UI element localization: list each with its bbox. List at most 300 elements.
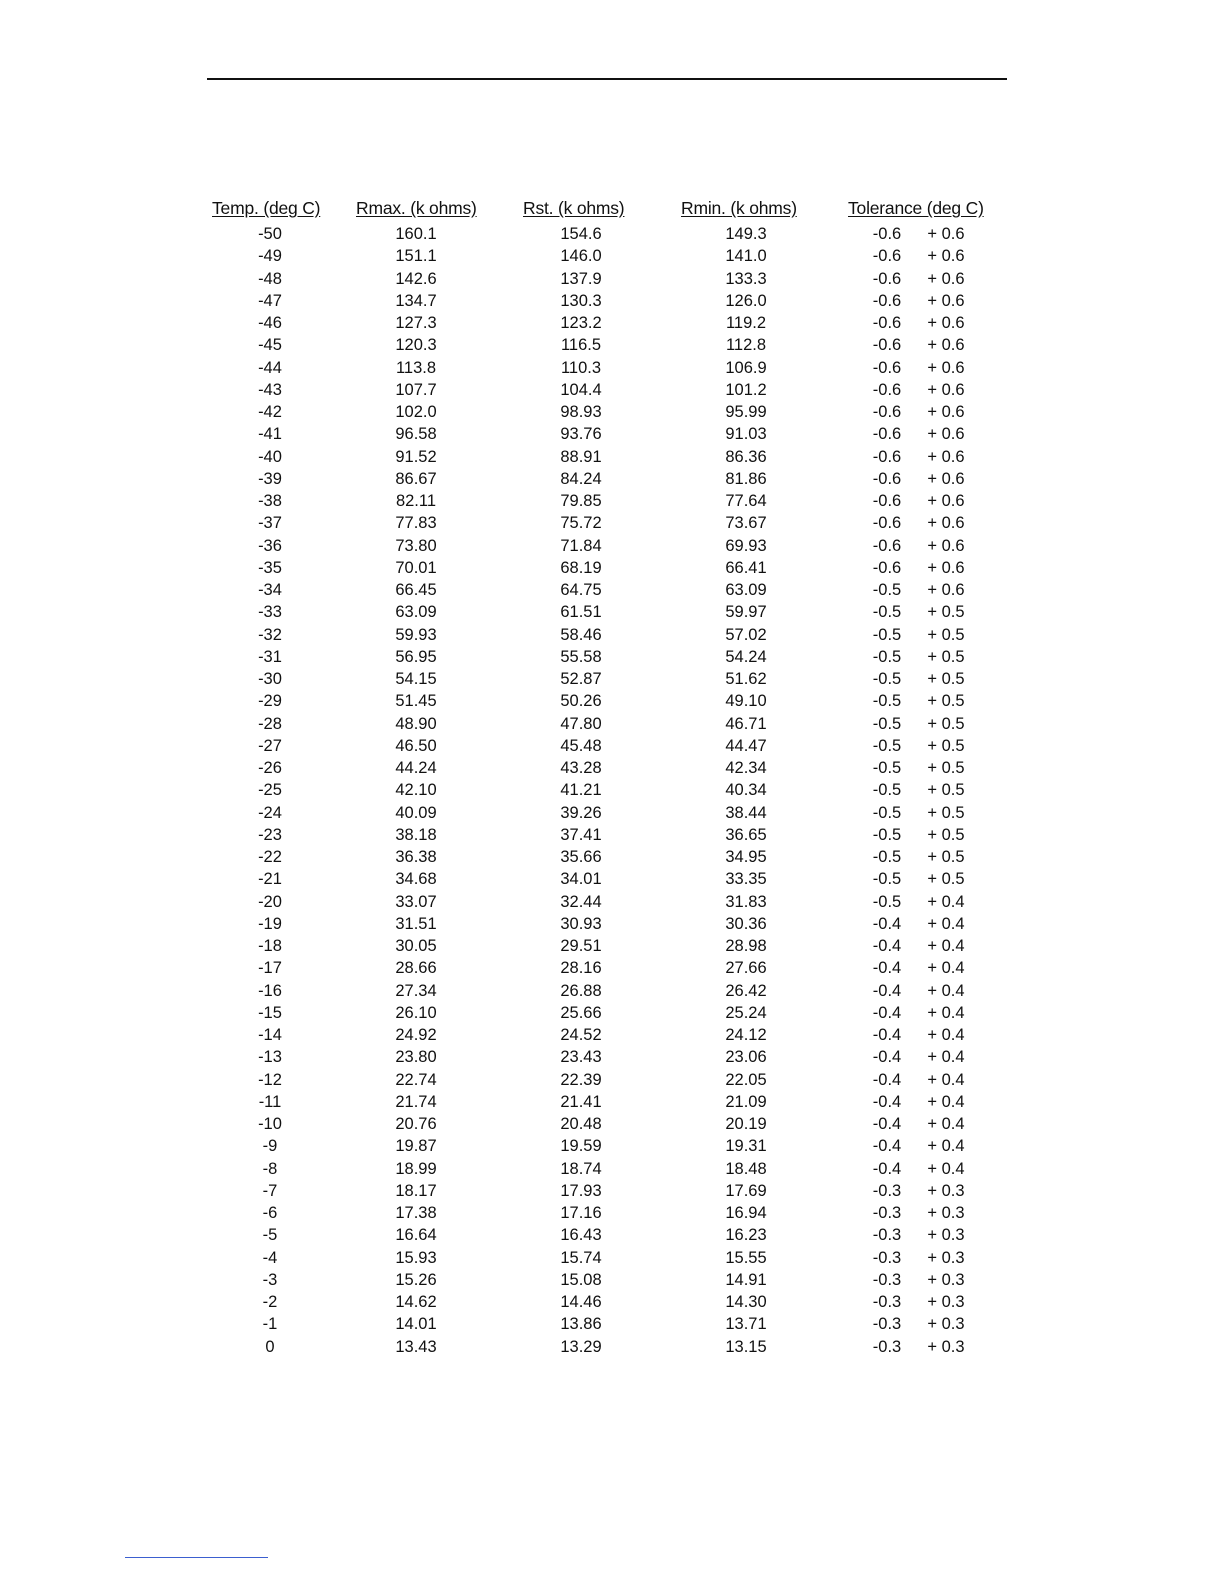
table-row: [200, 891, 1010, 913]
cell-temp: -2: [262, 1293, 278, 1311]
cell-tolerance-minus: -0.6: [872, 380, 902, 399]
cell-tolerance-minus: -0.6: [872, 291, 902, 310]
cell-temp: -3: [262, 1270, 278, 1289]
cell-tolerance-minus: -0.4: [872, 1070, 902, 1089]
cell-tolerance-minus: -0.5: [872, 670, 902, 688]
cell-rmin: 73.67: [725, 514, 767, 533]
table-row: [200, 868, 1010, 890]
cell-rmax: 86.67: [395, 469, 437, 488]
cell-tolerance-minus: -0.5: [872, 781, 902, 800]
cell-temp: -4: [262, 1248, 278, 1267]
cell-rmin: 91.03: [725, 425, 767, 444]
cell-tolerance-minus: -0.3: [872, 1248, 902, 1267]
table-row: [200, 579, 1010, 601]
cell-rmin: 95.99: [725, 403, 767, 421]
cell-rmin: 28.98: [725, 937, 767, 955]
cell-rmin: 23.06: [725, 1048, 767, 1067]
cell-tolerance-minus: -0.6: [872, 425, 902, 444]
cell-temp: -13: [258, 1048, 282, 1067]
table-row: [200, 1024, 1010, 1046]
cell-tolerance-minus: -0.4: [872, 959, 902, 978]
cell-rmax: 107.7: [395, 380, 437, 399]
cell-rmax: 96.58: [395, 425, 437, 444]
cell-temp: -43: [258, 380, 282, 399]
cell-tolerance-plus: + 0.3: [927, 1337, 965, 1356]
cell-rmin: 16.23: [725, 1226, 767, 1245]
cell-rmax: 30.05: [395, 937, 437, 955]
cell-rmax: 102.0: [395, 403, 437, 421]
cell-rmax: 34.68: [395, 870, 437, 889]
cell-temp: -29: [258, 692, 282, 711]
cell-tolerance-plus: + 0.6: [927, 425, 965, 444]
cell-tolerance-minus: -0.5: [872, 870, 902, 889]
table-row: [200, 512, 1010, 534]
cell-temp: -23: [258, 825, 282, 844]
cell-rst: 39.26: [560, 803, 602, 822]
table-row: [200, 1069, 1010, 1091]
cell-temp: -14: [258, 1026, 282, 1044]
cell-rmin: 17.69: [725, 1181, 767, 1200]
cell-rmin: 14.91: [725, 1270, 767, 1289]
header-rmin: Rmin. (k ohms): [681, 198, 797, 218]
top-rule: [207, 78, 1007, 80]
cell-rmin: 81.86: [725, 469, 767, 488]
cell-temp: -41: [258, 425, 282, 444]
cell-temp: -22: [258, 848, 282, 866]
cell-rmax: 22.74: [395, 1070, 437, 1089]
cell-rmin: 112.8: [725, 336, 767, 355]
cell-temp: -33: [258, 603, 282, 622]
cell-rmax: 14.01: [395, 1315, 437, 1334]
cell-tolerance-plus: + 0.6: [927, 225, 965, 243]
cell-rmin: 30.36: [725, 914, 767, 933]
table-header-row: [200, 198, 1010, 223]
cell-tolerance-plus: + 0.5: [927, 625, 965, 644]
cell-tolerance-minus: -0.6: [872, 225, 902, 243]
table-row: [200, 312, 1010, 334]
cell-rst: 26.88: [560, 981, 602, 1000]
cell-rst: 15.08: [560, 1270, 602, 1289]
cell-rst: 45.48: [560, 736, 602, 755]
cell-temp: -49: [258, 247, 282, 266]
cell-temp: -48: [258, 269, 282, 288]
cell-temp: -16: [258, 981, 282, 1000]
cell-rst: 17.16: [560, 1204, 602, 1222]
cell-rmax: 40.09: [395, 803, 437, 822]
cell-rst: 37.41: [560, 825, 602, 844]
cell-tolerance-plus: + 0.3: [927, 1293, 965, 1311]
table-row: [200, 423, 1010, 445]
cell-rmax: 31.51: [395, 914, 437, 933]
cell-rst: 84.24: [560, 469, 602, 488]
cell-rst: 47.80: [560, 714, 602, 733]
cell-rmax: 91.52: [395, 447, 437, 466]
cell-rmin: 16.94: [725, 1204, 767, 1222]
cell-tolerance-plus: + 0.4: [927, 914, 965, 933]
cell-tolerance-minus: -0.6: [872, 247, 902, 266]
cell-rst: 28.16: [560, 959, 602, 978]
table-row: [200, 557, 1010, 579]
table-row: [200, 268, 1010, 290]
cell-rmax: 18.99: [395, 1159, 437, 1178]
cell-tolerance-plus: + 0.5: [927, 692, 965, 711]
table-row: [200, 735, 1010, 757]
cell-rmax: 73.80: [395, 536, 437, 555]
cell-tolerance-plus: + 0.6: [927, 247, 965, 266]
cell-rst: 64.75: [560, 581, 602, 599]
cell-tolerance-minus: -0.3: [872, 1181, 902, 1200]
cell-temp: -32: [258, 625, 282, 644]
cell-rmin: 25.24: [725, 1003, 767, 1022]
cell-rmin: 54.24: [725, 647, 767, 666]
cell-rmin: 77.64: [725, 492, 767, 510]
cell-tolerance-plus: + 0.6: [927, 558, 965, 577]
cell-rmax: 23.80: [395, 1048, 437, 1067]
cell-rst: 25.66: [560, 1003, 602, 1022]
cell-tolerance-plus: + 0.6: [927, 269, 965, 288]
cell-rmax: 14.62: [395, 1293, 437, 1311]
cell-rmax: 127.3: [395, 314, 437, 332]
table-row: [200, 601, 1010, 623]
cell-tolerance-minus: -0.4: [872, 1003, 902, 1022]
cell-tolerance-minus: -0.6: [872, 447, 902, 466]
cell-rst: 30.93: [560, 914, 602, 933]
cell-rmax: 16.64: [395, 1226, 437, 1245]
cell-tolerance-minus: -0.5: [872, 714, 902, 733]
cell-rmax: 120.3: [395, 336, 437, 355]
cell-tolerance-minus: -0.4: [872, 1159, 902, 1178]
cell-rst: 123.2: [560, 314, 602, 332]
table-row: [200, 802, 1010, 824]
cell-tolerance-minus: -0.3: [872, 1204, 902, 1222]
cell-temp: -31: [258, 647, 282, 666]
cell-rst: 93.76: [560, 425, 602, 444]
cell-tolerance-minus: -0.5: [872, 803, 902, 822]
cell-tolerance-plus: + 0.5: [927, 759, 965, 777]
cell-rmax: 51.45: [395, 692, 437, 711]
cell-rst: 79.85: [560, 492, 602, 510]
cell-tolerance-plus: + 0.4: [927, 1092, 965, 1111]
cell-rst: 24.52: [560, 1026, 602, 1044]
cell-rmax: 46.50: [395, 736, 437, 755]
cell-rmax: 28.66: [395, 959, 437, 978]
cell-tolerance-plus: + 0.6: [927, 514, 965, 533]
cell-rmax: 21.74: [395, 1092, 437, 1111]
cell-rst: 35.66: [560, 848, 602, 866]
table-row: [200, 1046, 1010, 1068]
cell-rmin: 51.62: [725, 670, 767, 688]
table-row: [200, 490, 1010, 512]
header-rst: Rst. (k ohms): [523, 198, 625, 218]
cell-rmin: 19.31: [725, 1137, 767, 1156]
cell-rmin: 63.09: [725, 581, 767, 599]
cell-rmin: 101.2: [725, 380, 767, 399]
header-tolerance: Tolerance (deg C): [848, 198, 984, 218]
cell-rmin: 34.95: [725, 848, 767, 866]
table-row: [200, 290, 1010, 312]
cell-temp: -15: [258, 1003, 282, 1022]
cell-temp: -36: [258, 536, 282, 555]
cell-tolerance-plus: + 0.4: [927, 1003, 965, 1022]
cell-tolerance-plus: + 0.4: [927, 1048, 965, 1067]
cell-tolerance-minus: -0.6: [872, 403, 902, 421]
cell-tolerance-minus: -0.6: [872, 514, 902, 533]
cell-tolerance-plus: + 0.5: [927, 670, 965, 688]
table-body: [200, 223, 1010, 1358]
cell-temp: -6: [262, 1204, 278, 1222]
cell-tolerance-minus: -0.4: [872, 937, 902, 955]
cell-rst: 61.51: [560, 603, 602, 622]
table-row: [200, 401, 1010, 423]
cell-tolerance-minus: -0.5: [872, 603, 902, 622]
table-row: [200, 334, 1010, 356]
cell-tolerance-minus: -0.6: [872, 336, 902, 355]
cell-rst: 104.4: [560, 380, 602, 399]
cell-rmax: 13.43: [395, 1337, 437, 1356]
cell-rst: 23.43: [560, 1048, 602, 1067]
cell-rmin: 15.55: [725, 1248, 767, 1267]
cell-rst: 50.26: [560, 692, 602, 711]
cell-tolerance-plus: + 0.4: [927, 937, 965, 955]
cell-rst: 154.6: [560, 225, 602, 243]
cell-temp: -50: [258, 225, 282, 243]
cell-tolerance-minus: -0.6: [872, 469, 902, 488]
table-row: [200, 713, 1010, 735]
cell-tolerance-plus: + 0.6: [927, 581, 965, 599]
cell-tolerance-minus: -0.5: [872, 892, 902, 911]
cell-tolerance-minus: -0.5: [872, 736, 902, 755]
cell-rmax: 66.45: [395, 581, 437, 599]
cell-temp: -27: [258, 736, 282, 755]
table-row: [200, 468, 1010, 490]
cell-rmax: 54.15: [395, 670, 437, 688]
table-row: [200, 913, 1010, 935]
cell-tolerance-minus: -0.6: [872, 536, 902, 555]
table-row: [200, 1002, 1010, 1024]
table-row: [200, 1336, 1010, 1358]
table-row: [200, 1091, 1010, 1113]
cell-tolerance-plus: + 0.4: [927, 1026, 965, 1044]
resistance-table: [200, 198, 1010, 1358]
table-row: [200, 223, 1010, 245]
cell-tolerance-plus: + 0.4: [927, 1137, 965, 1156]
table-row: [200, 980, 1010, 1002]
cell-temp: -45: [258, 336, 282, 355]
cell-tolerance-plus: + 0.5: [927, 825, 965, 844]
cell-rmin: 126.0: [725, 291, 767, 310]
table-row: [200, 1158, 1010, 1180]
cell-rmax: 27.34: [395, 981, 437, 1000]
cell-rmax: 19.87: [395, 1137, 437, 1156]
cell-rmax: 113.8: [395, 358, 437, 377]
cell-rmin: 26.42: [725, 981, 767, 1000]
cell-rmax: 36.38: [395, 848, 437, 866]
cell-rmax: 20.76: [395, 1115, 437, 1133]
table-row: [200, 1113, 1010, 1135]
cell-temp: -20: [258, 892, 282, 911]
cell-tolerance-minus: -0.5: [872, 759, 902, 777]
cell-rst: 17.93: [560, 1181, 602, 1200]
cell-tolerance-minus: -0.4: [872, 1137, 902, 1156]
cell-rmin: 49.10: [725, 692, 767, 711]
cell-rmin: 40.34: [725, 781, 767, 800]
cell-tolerance-minus: -0.6: [872, 314, 902, 332]
footnote-rule: [125, 1557, 268, 1558]
cell-rst: 16.43: [560, 1226, 602, 1245]
cell-rst: 55.58: [560, 647, 602, 666]
cell-tolerance-minus: -0.5: [872, 625, 902, 644]
table-row: [200, 245, 1010, 267]
cell-rst: 18.74: [560, 1159, 602, 1178]
cell-temp: -28: [258, 714, 282, 733]
cell-rst: 21.41: [560, 1092, 602, 1111]
cell-tolerance-plus: + 0.5: [927, 736, 965, 755]
cell-rst: 116.5: [560, 336, 602, 355]
cell-rst: 98.93: [560, 403, 602, 421]
cell-temp: -37: [258, 514, 282, 533]
cell-temp: -44: [258, 358, 282, 377]
cell-rst: 29.51: [560, 937, 602, 955]
cell-rmin: 18.48: [725, 1159, 767, 1178]
cell-rmin: 141.0: [725, 247, 767, 266]
cell-temp: -30: [258, 670, 282, 688]
table-row: [200, 846, 1010, 868]
cell-temp: -39: [258, 469, 282, 488]
cell-tolerance-minus: -0.6: [872, 558, 902, 577]
cell-rmin: 27.66: [725, 959, 767, 978]
cell-rmax: 42.10: [395, 781, 437, 800]
table-row: [200, 1180, 1010, 1202]
cell-tolerance-plus: + 0.3: [927, 1248, 965, 1267]
table-row: [200, 1202, 1010, 1224]
table-row: [200, 535, 1010, 557]
table-row: [200, 757, 1010, 779]
cell-rmax: 56.95: [395, 647, 437, 666]
cell-rmax: 44.24: [395, 759, 437, 777]
cell-tolerance-plus: + 0.3: [927, 1181, 965, 1200]
cell-rmax: 160.1: [395, 225, 437, 243]
cell-tolerance-plus: + 0.4: [927, 1070, 965, 1089]
cell-rst: 110.3: [560, 358, 602, 377]
cell-rmin: 14.30: [725, 1293, 767, 1311]
table-row: [200, 1313, 1010, 1335]
cell-rst: 15.74: [560, 1248, 602, 1267]
cell-rmin: 13.71: [725, 1315, 767, 1334]
cell-rmin: 133.3: [725, 269, 767, 288]
cell-rmax: 24.92: [395, 1026, 437, 1044]
cell-rmin: 106.9: [725, 358, 767, 377]
cell-tolerance-minus: -0.4: [872, 1048, 902, 1067]
header-temp: Temp. (deg C): [212, 198, 321, 218]
cell-tolerance-plus: + 0.5: [927, 870, 965, 889]
cell-rmin: 46.71: [725, 714, 767, 733]
cell-tolerance-minus: -0.6: [872, 358, 902, 377]
cell-rmax: 48.90: [395, 714, 437, 733]
table-row: [200, 1224, 1010, 1246]
table-row: [200, 1247, 1010, 1269]
table-row: [200, 668, 1010, 690]
cell-tolerance-plus: + 0.3: [927, 1270, 965, 1289]
cell-rmax: 134.7: [395, 291, 437, 310]
cell-temp: -1: [262, 1315, 278, 1334]
cell-rst: 130.3: [560, 291, 602, 310]
cell-tolerance-plus: + 0.6: [927, 447, 965, 466]
cell-rmax: 26.10: [395, 1003, 437, 1022]
cell-tolerance-minus: -0.5: [872, 825, 902, 844]
cell-rmax: 15.93: [395, 1248, 437, 1267]
cell-temp: -11: [258, 1092, 282, 1111]
table-row: [200, 690, 1010, 712]
cell-rmin: 38.44: [725, 803, 767, 822]
cell-temp: -8: [262, 1159, 278, 1178]
cell-temp: -40: [258, 447, 282, 466]
cell-rmax: 63.09: [395, 603, 437, 622]
cell-rst: 52.87: [560, 670, 602, 688]
cell-tolerance-minus: -0.5: [872, 647, 902, 666]
cell-rmin: 149.3: [725, 225, 767, 243]
cell-temp: -25: [258, 781, 282, 800]
cell-tolerance-minus: -0.5: [872, 848, 902, 866]
table-row: [200, 779, 1010, 801]
cell-tolerance-minus: -0.3: [872, 1270, 902, 1289]
cell-rst: 68.19: [560, 558, 602, 577]
cell-rmin: 31.83: [725, 892, 767, 911]
cell-rst: 32.44: [560, 892, 602, 911]
cell-temp: -24: [258, 803, 282, 822]
cell-rst: 146.0: [560, 247, 602, 266]
cell-tolerance-plus: + 0.4: [927, 959, 965, 978]
cell-rmax: 33.07: [395, 892, 437, 911]
cell-temp: -7: [262, 1181, 278, 1200]
cell-rmin: 44.47: [725, 736, 767, 755]
cell-rmin: 13.15: [725, 1337, 767, 1356]
cell-temp: -26: [258, 759, 282, 777]
cell-temp: -5: [262, 1226, 278, 1245]
cell-rst: 34.01: [560, 870, 602, 889]
cell-tolerance-minus: -0.4: [872, 1026, 902, 1044]
cell-tolerance-plus: + 0.4: [927, 1115, 965, 1133]
cell-temp: -46: [258, 314, 282, 332]
cell-tolerance-plus: + 0.6: [927, 291, 965, 310]
cell-tolerance-minus: -0.5: [872, 692, 902, 711]
cell-rmin: 57.02: [725, 625, 767, 644]
cell-temp: -21: [258, 870, 282, 889]
cell-tolerance-plus: + 0.6: [927, 469, 965, 488]
cell-rmin: 66.41: [725, 558, 767, 577]
cell-rmin: 59.97: [725, 603, 767, 622]
cell-tolerance-plus: + 0.6: [927, 492, 965, 510]
cell-tolerance-plus: + 0.5: [927, 803, 965, 822]
cell-temp: -10: [258, 1115, 282, 1133]
cell-rst: 41.21: [560, 781, 602, 800]
cell-temp: -42: [258, 403, 282, 421]
cell-temp: 0: [265, 1337, 275, 1356]
cell-rmax: 59.93: [395, 625, 437, 644]
cell-temp: -47: [258, 291, 282, 310]
cell-tolerance-minus: -0.4: [872, 1092, 902, 1111]
table-row: [200, 1135, 1010, 1157]
cell-tolerance-plus: + 0.5: [927, 781, 965, 800]
table-row: [200, 935, 1010, 957]
cell-rst: 19.59: [560, 1137, 602, 1156]
table-row: [200, 379, 1010, 401]
cell-tolerance-minus: -0.4: [872, 981, 902, 1000]
cell-rst: 88.91: [560, 447, 602, 466]
cell-rmin: 24.12: [725, 1026, 767, 1044]
cell-rmax: 18.17: [395, 1181, 437, 1200]
cell-rmin: 42.34: [725, 759, 767, 777]
cell-rmin: 69.93: [725, 536, 767, 555]
